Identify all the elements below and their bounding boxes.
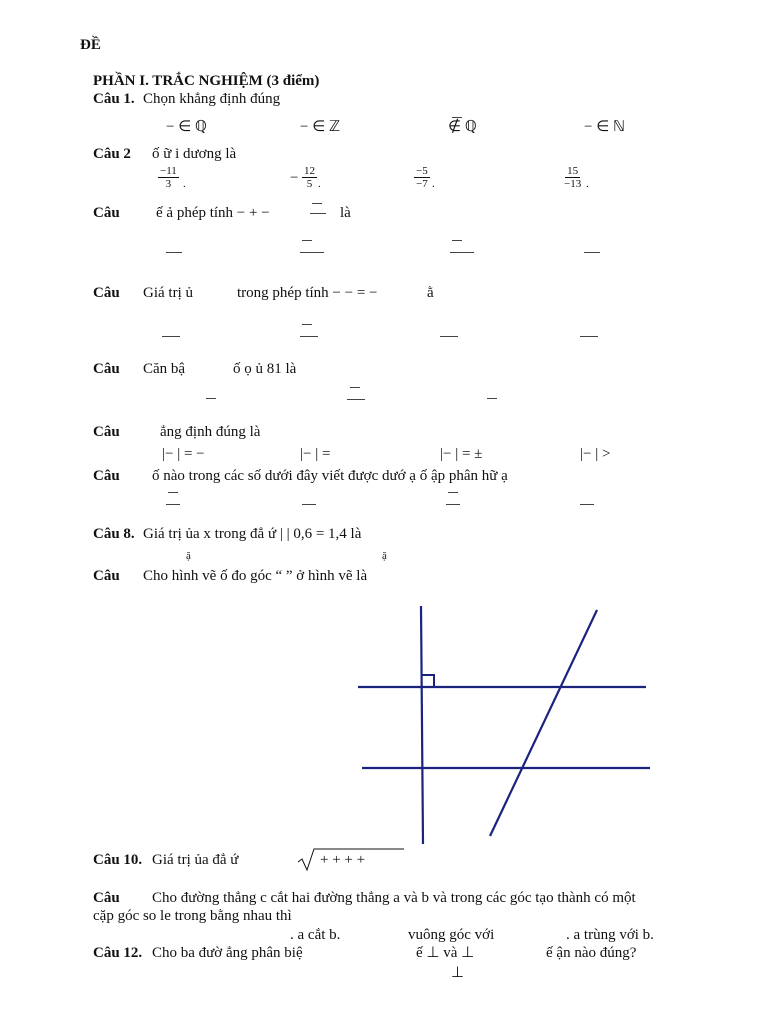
q7-option-c-bar [446, 504, 460, 505]
q2-option-c [414, 165, 430, 190]
q3-text: ế ả phép tính − + − [156, 205, 270, 221]
q7-option-a-bar [166, 504, 180, 505]
q2-option-d [562, 165, 583, 190]
q8-text: Giá trị ủa x trong đẳ ứ | | 0,6 = 1,4 là [143, 526, 362, 542]
right-angle-mark [421, 675, 434, 687]
q2-d-numerator: 15 [567, 165, 579, 177]
q2-b-sign: − [290, 170, 299, 186]
q2-c-denominator: −7 [416, 178, 428, 190]
q11-line2: cặp góc so le trong bằng nhau thì [93, 908, 292, 924]
q7-option-c-bar-top [448, 492, 458, 493]
q7-option-a-bar-top [168, 492, 178, 493]
q2-a-numerator: −11 [160, 165, 177, 177]
q4-option-b-bar [300, 336, 318, 337]
q1-option-b: − ∈ ℤ [300, 119, 341, 135]
q2-c-numerator: −5 [416, 165, 428, 177]
q2-label: Câu 2 [93, 146, 131, 162]
q1-text: Chọn khẳng định đúng [143, 91, 281, 107]
q12-perp-symbol: ⊥ [451, 965, 465, 981]
q2-c-period: . [432, 178, 435, 190]
q10-label: Câu 10. [93, 852, 143, 868]
q5-option-b-bar-top [350, 387, 360, 388]
q3-label: Câu [93, 205, 120, 221]
q7-text: ố nào trong các số dưới đây viết được dướ ạ ố ập phân hữ ạ [152, 468, 508, 484]
q1-option-d: − ∈ ℕ [584, 119, 626, 135]
q1-option-a: − ∈ ℚ [166, 119, 207, 135]
q5-option-b-bar [347, 399, 365, 400]
q6-option-a: |− | = − [162, 446, 205, 462]
q6-option-c: |− | = ± [440, 446, 483, 462]
q2-b-denominator: 5 [306, 178, 313, 190]
q2-option-b [302, 165, 317, 190]
q5-text: Căn bậ [143, 361, 186, 377]
q6-label: Câu [93, 424, 120, 440]
q2-b-numerator: 12 [304, 165, 315, 177]
q7-label: Câu [93, 468, 120, 484]
q5-option-c-mark [487, 398, 497, 399]
q2-option-a [158, 165, 179, 190]
q3-option-c-bar-top [452, 240, 462, 241]
q11-option-c: . a trùng với b. [566, 927, 654, 943]
q1-label: Câu 1. [93, 91, 135, 107]
q12-text2: ế ⊥ và ⊥ [416, 945, 475, 961]
q2-a-denominator: 3 [165, 178, 172, 190]
q11-option-b: vuông góc với [408, 927, 495, 943]
q4-option-c-bar [440, 336, 458, 337]
q4-label: Câu [93, 285, 120, 301]
q6-text: ẳng định đúng là [160, 424, 261, 440]
q4-option-b-bar-top [302, 324, 312, 325]
q11-label: Câu [93, 890, 120, 906]
q2-d-period: . [586, 178, 589, 190]
q12-text: Cho ba đườ ẳng phân biệ [152, 945, 303, 961]
line-c [421, 606, 423, 844]
q11-option-a: . a cắt b. [290, 927, 341, 943]
q9-label: Câu [93, 568, 120, 584]
q7-option-d-bar [580, 504, 594, 505]
q3-option-d-bar [584, 252, 600, 253]
q12-text3: ế ận nào đúng? [546, 945, 637, 961]
q4-tail: ằ [427, 285, 434, 301]
q3-option-b-bar-top [302, 240, 312, 241]
q12-label: Câu 12. [93, 945, 143, 961]
q11-text: Cho đường thẳng c cắt hai đường thẳng a và b và trong các góc tạo thành có một [152, 890, 636, 906]
part1-title: PHẦN I. TRẮC NGHIỆM (3 điểm) [93, 73, 320, 89]
q2-a-period: . [183, 178, 186, 190]
exam-title: ĐỀ [80, 37, 101, 53]
q2-d-denominator: −13 [564, 178, 582, 190]
q4-text: Giá trị ủ [143, 285, 193, 301]
q2-text: ố ữ i dương là [152, 146, 237, 162]
q3-fraction-bar [310, 213, 326, 214]
q5-label: Câu [93, 361, 120, 377]
q3-fraction-bar-top [312, 203, 322, 204]
q3-option-b-bar [300, 252, 324, 253]
q1-option-c: ∉ ℚ [448, 119, 477, 135]
q5-option-a-mark [206, 398, 216, 399]
q6-option-d: |− | > [580, 446, 611, 462]
q10-text: Giá trị ủa đẳ ứ [152, 852, 239, 868]
q2-b-period: . [318, 178, 321, 190]
q3-option-a-bar [166, 252, 182, 253]
q10-radicand: + + + + [320, 852, 366, 868]
line-d [490, 610, 597, 836]
q6-option-b: |− | = [300, 446, 331, 462]
q3-tail: là [340, 205, 351, 221]
q9-text: Cho hình vẽ ố đo góc “ ” ở hình vẽ là [143, 568, 368, 584]
q8-option-a-mark: ặ [186, 550, 191, 562]
q5-text2: ố ọ ủ 81 là [233, 361, 297, 377]
q3-option-c-bar [450, 252, 474, 253]
q4-option-d-bar [580, 336, 598, 337]
q9-geometry-figure [340, 598, 660, 848]
q7-option-b-bar [302, 504, 316, 505]
q8-label: Câu 8. [93, 526, 135, 542]
q4-option-a-bar [162, 336, 180, 337]
q8-option-c-mark: ặ [382, 550, 387, 562]
q4-text2: trong phép tính − − = − [237, 285, 378, 301]
